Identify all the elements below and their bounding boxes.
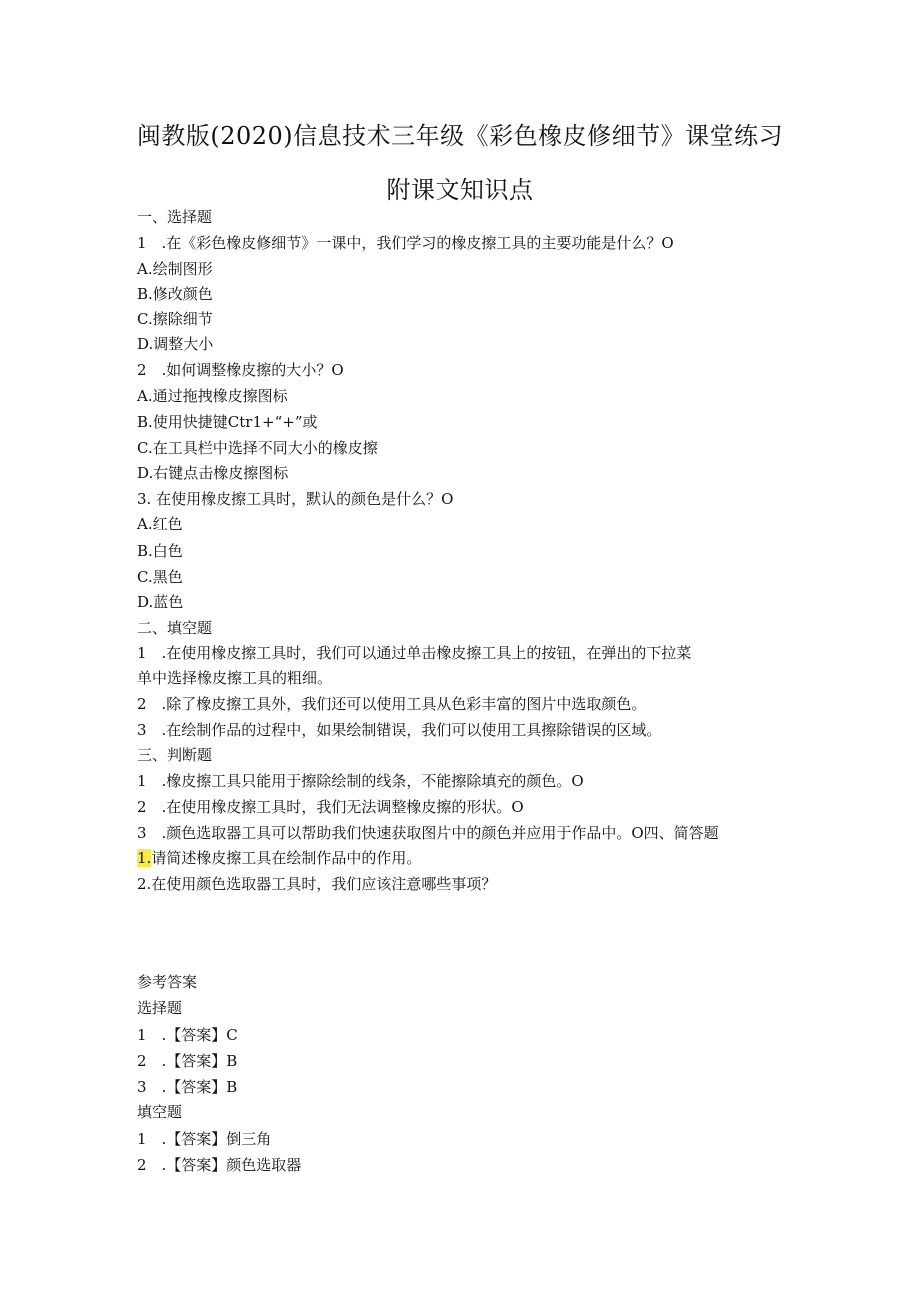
answer-line: 3 .【答案】B	[137, 1078, 238, 1096]
option-line: A.绘制图形	[137, 260, 213, 278]
answer-line: 2 .【答案】颜色选取器	[137, 1156, 302, 1174]
answers-heading: 参考答案	[137, 973, 198, 991]
question-line: 1 .在使用橡皮擦工具时，我们可以通过单击橡皮擦工具上的按钮，在弹出的下拉菜	[137, 644, 692, 662]
short-answer-question: 2.在使用颜色选取器工具时，我们应该注意哪些事项？	[137, 875, 497, 893]
section-heading-fill: 二、填空题	[137, 619, 213, 637]
question-line: 2 .如何调整橡皮擦的大小？O	[137, 361, 344, 379]
section-heading-judge: 三、判断题	[137, 746, 213, 764]
answers-subheading: 选择题	[137, 999, 183, 1017]
question-line: 2 .除了橡皮擦工具外，我们还可以使用工具从色彩丰富的图片中选取颜色。	[137, 695, 647, 713]
question-line-continued: 单中选择橡皮擦工具的粗细。	[137, 669, 333, 687]
option-line: D.右键点击橡皮擦图标	[137, 464, 289, 482]
section-heading-choice: 一、选择题	[137, 208, 213, 226]
question-line: 3. 在使用橡皮擦工具时，默认的颜色是什么？O	[137, 490, 454, 508]
option-line: C.在工具栏中选择不同大小的橡皮擦	[137, 439, 378, 457]
question-line: 2 .在使用橡皮擦工具时，我们无法调整橡皮擦的形状。O	[137, 798, 524, 816]
short-answer-question	[137, 848, 421, 868]
question-line: 1 .橡皮擦工具只能用于擦除绘制的线条，不能擦除填充的颜色。O	[137, 772, 584, 790]
option-line: D.调整大小	[137, 335, 214, 353]
option-line: B.白色	[137, 542, 183, 560]
short-answer-text: 请简述橡皮擦工具在绘制作品中的作用。	[151, 849, 422, 867]
question-line: 3 .颜色选取器工具可以帮助我们快速获取图片中的颜色并应用于作品中。O四、简答题	[137, 824, 719, 842]
question-line: 3 .在绘制作品的过程中，如果绘制错误，我们可以使用工具擦除错误的区域。	[137, 721, 662, 739]
option-line: C.黑色	[137, 568, 183, 586]
option-line: B.修改颜色	[137, 285, 213, 303]
option-line: B.使用快捷键Ctr1+“+”或	[137, 413, 318, 431]
option-line: D.蓝色	[137, 593, 184, 611]
answer-line: 1 .【答案】C	[137, 1026, 238, 1044]
answers-subheading: 填空题	[137, 1103, 183, 1121]
answer-line: 2 .【答案】B	[137, 1052, 238, 1070]
document-title: 闽教版(2020)信息技术三年级《彩色橡皮修细节》课堂练习	[136, 122, 784, 150]
option-line: A.红色	[137, 515, 183, 533]
document-subtitle: 附课文知识点	[386, 176, 534, 204]
option-line: A.通过拖拽橡皮擦图标	[137, 387, 288, 405]
option-line: C.擦除细节	[137, 310, 213, 328]
answer-line: 1 .【答案】倒三角	[137, 1130, 272, 1148]
highlight-marker: 1.	[137, 849, 152, 867]
question-line: 1 .在《彩色橡皮修细节》一课中，我们学习的橡皮擦工具的主要功能是什么？O	[137, 234, 674, 252]
